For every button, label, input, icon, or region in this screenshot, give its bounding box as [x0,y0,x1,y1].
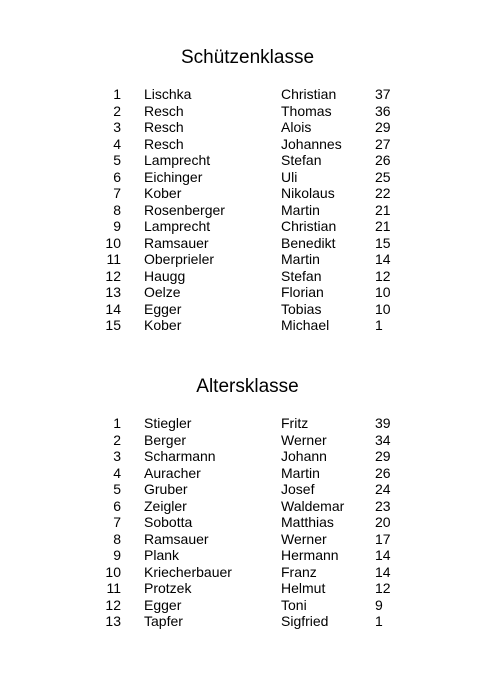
score-cell: 21 [375,218,391,234]
rank-cell: 11 [106,580,121,596]
surname-cell: Oberprieler [144,251,215,267]
rank-cell: 3 [113,119,121,135]
table-row [0,169,495,186]
score-cell: 17 [375,530,391,547]
firstname-cell: Alois [281,119,312,135]
score-cell: 21 [375,201,391,218]
firstname-cell: Johann [281,448,327,464]
surname-cell: Auracher [144,464,201,481]
rank-cell: 13 [105,284,121,300]
table-row [0,284,495,301]
firstname-cell: Stefan [281,152,322,168]
rank-cell: 2 [113,102,121,119]
rank-cell: 1 [113,415,121,431]
firstname-cell: Nikolaus [281,185,335,201]
rank-cell: 12 [105,267,121,284]
surname-cell: Gruber [144,481,188,497]
score-cell: 14 [375,547,391,563]
rank-cell: 1 [113,86,121,102]
rank-cell: 7 [113,185,121,201]
surname-cell: Berger [144,431,187,448]
surname-cell: Haugg [144,267,186,284]
rank-cell: 11 [106,251,121,267]
table-row [0,103,495,120]
firstname-cell: Stefan [281,267,322,284]
score-cell: 12 [375,580,391,596]
rank-cell: 8 [113,530,121,547]
table-row [0,218,495,235]
table-row [0,235,495,252]
surname-cell: Resch [144,119,184,135]
table-row [0,564,495,581]
score-cell: 24 [375,481,391,497]
results-table-altersklasse [0,415,495,630]
firstname-cell: Martin [281,201,320,218]
surname-cell: Scharmann [144,448,216,464]
surname-cell: Egger [144,300,182,317]
score-cell: 14 [375,251,391,267]
table-row [0,465,495,482]
table-row [0,498,495,515]
table-row [0,86,495,103]
score-cell: 22 [375,185,391,201]
score-cell: 36 [375,102,391,119]
table-row [0,481,495,498]
surname-cell: Eichinger [144,168,203,185]
table-row [0,202,495,219]
score-cell: 14 [375,563,391,580]
surname-cell: Stiegler [144,415,192,431]
rank-cell: 12 [105,596,121,613]
section-title-altersklasse: Altersklasse [196,376,299,397]
table-row [0,531,495,548]
score-cell: 39 [375,415,391,431]
rank-cell: 10 [105,234,121,251]
firstname-cell: Benedikt [281,234,336,251]
score-cell: 27 [375,135,391,152]
table-row [0,301,495,318]
firstname-cell: Werner [281,530,327,547]
surname-cell: Oelze [144,284,181,300]
firstname-cell: Christian [281,218,337,234]
results-table-schuetzenklasse [0,86,495,334]
score-cell: 20 [375,514,391,530]
score-cell: 26 [375,152,391,168]
firstname-cell: Helmut [281,580,326,596]
table-row [0,119,495,136]
table-row [0,547,495,564]
surname-cell: Ramsauer [144,234,209,251]
firstname-cell: Sigfried [281,613,329,629]
surname-cell: Tapfer [144,613,183,629]
score-cell: 25 [375,168,391,185]
table-row [0,448,495,465]
rank-cell: 9 [113,547,121,563]
score-cell: 29 [375,119,391,135]
firstname-cell: Toni [281,596,307,613]
surname-cell: Ramsauer [144,530,209,547]
rank-cell: 15 [105,317,121,333]
score-cell: 1 [375,317,383,333]
rank-cell: 4 [113,464,121,481]
firstname-cell: Florian [281,284,324,300]
score-cell: 1 [375,613,383,629]
rank-cell: 6 [113,497,121,514]
firstname-cell: Franz [281,563,317,580]
table-row [0,317,495,334]
firstname-cell: Josef [281,481,315,497]
score-cell: 34 [375,431,391,448]
surname-cell: Rosenberger [144,201,225,218]
score-cell: 37 [375,86,391,102]
surname-cell: Lamprecht [144,152,211,168]
surname-cell: Protzek [144,580,192,596]
score-cell: 10 [375,300,391,317]
table-row [0,580,495,597]
rank-cell: 3 [113,448,121,464]
firstname-cell: Werner [281,431,327,448]
table-row [0,613,495,630]
table-row [0,597,495,614]
firstname-cell: Christian [281,86,337,102]
surname-cell: Kriecherbauer [144,563,232,580]
rank-cell: 10 [105,563,121,580]
table-row [0,136,495,153]
rank-cell: 9 [113,218,121,234]
score-cell: 29 [375,448,391,464]
table-row [0,268,495,285]
rank-cell: 4 [113,135,121,152]
firstname-cell: Fritz [281,415,309,431]
firstname-cell: Thomas [281,102,332,119]
table-row [0,432,495,449]
firstname-cell: Matthias [281,514,334,530]
firstname-cell: Waldemar [281,497,345,514]
score-cell: 26 [375,464,391,481]
firstname-cell: Uli [281,168,298,185]
firstname-cell: Martin [281,464,320,481]
table-row [0,152,495,169]
score-cell: 12 [375,267,391,284]
surname-cell: Kober [144,185,182,201]
rank-cell: 8 [113,201,121,218]
section-title-schuetzenklasse: Schützenklasse [180,47,315,68]
table-row [0,185,495,202]
table-row [0,514,495,531]
surname-cell: Resch [144,102,184,119]
surname-cell: Lamprecht [144,218,211,234]
firstname-cell: Johannes [281,135,342,152]
rank-cell: 7 [113,514,121,530]
surname-cell: Sobotta [144,514,193,530]
surname-cell: Resch [144,135,184,152]
score-cell: 15 [375,234,391,251]
surname-cell: Plank [144,547,180,563]
firstname-cell: Tobias [281,300,322,317]
rank-cell: 6 [113,168,121,185]
firstname-cell: Michael [281,317,330,333]
surname-cell: Egger [144,596,182,613]
table-row [0,251,495,268]
rank-cell: 14 [105,300,121,317]
firstname-cell: Martin [281,251,320,267]
firstname-cell: Hermann [281,547,339,563]
rank-cell: 5 [113,481,121,497]
rank-cell: 2 [113,431,121,448]
score-cell: 23 [375,497,391,514]
surname-cell: Kober [144,317,182,333]
surname-cell: Zeigler [144,497,187,514]
rank-cell: 5 [113,152,121,168]
table-row [0,415,495,432]
surname-cell: Lischka [144,86,192,102]
score-cell: 9 [375,596,383,613]
rank-cell: 13 [105,613,121,629]
score-cell: 10 [375,284,391,300]
